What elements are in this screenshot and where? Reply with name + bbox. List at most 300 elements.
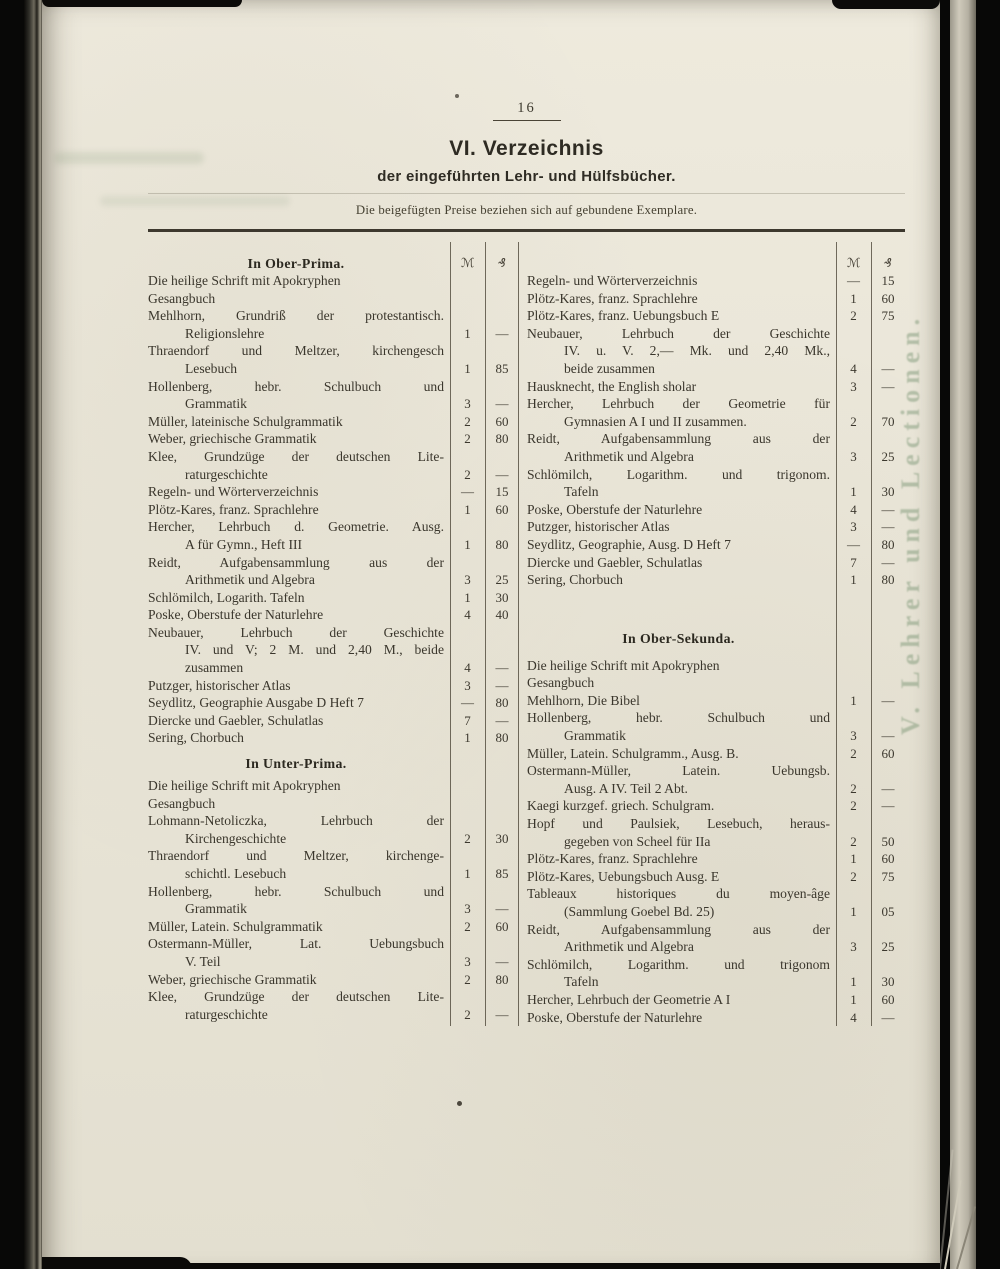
entry-text bbox=[148, 501, 450, 519]
catalog-entry bbox=[527, 745, 905, 763]
entry-text bbox=[527, 325, 836, 378]
section-heading: In Ober-Sekunda. bbox=[622, 630, 735, 646]
column-right-rows bbox=[527, 242, 905, 1026]
catalog-entry bbox=[527, 1009, 905, 1027]
entry-line: Tafeln bbox=[564, 974, 599, 990]
price-mark: 4 bbox=[850, 1009, 857, 1025]
price-mark: 3 bbox=[464, 677, 471, 693]
mark-symbol: ℳ bbox=[846, 255, 861, 270]
entry-text bbox=[527, 378, 836, 396]
entry-line: Grammatik bbox=[185, 396, 247, 412]
price-mark: 2 bbox=[850, 798, 857, 814]
price-pfennig: 25 bbox=[881, 939, 895, 955]
entry-text bbox=[148, 413, 450, 431]
price-pfennig: 85 bbox=[495, 866, 509, 881]
price-mark: 1 bbox=[850, 851, 857, 867]
catalog-entry bbox=[148, 988, 519, 1023]
mark-symbol: ℳ bbox=[460, 255, 475, 270]
catalog-entry bbox=[527, 536, 905, 554]
entry-text bbox=[527, 868, 836, 886]
catalog-entry bbox=[527, 307, 905, 325]
entry-line: Religionslehre bbox=[185, 325, 265, 341]
scan-shadow bbox=[42, 0, 242, 7]
entry-line: Klee, Grundzüge der deutschen Lite- bbox=[148, 989, 444, 1005]
subtitle: der eingeführten Lehr- und Hülfsbücher. bbox=[377, 168, 676, 185]
entry-line: Gymnasien A I und II zusammen. bbox=[564, 413, 747, 429]
entry-line: zusammen bbox=[185, 660, 244, 676]
price-mark: — bbox=[461, 695, 474, 711]
scan-shadow bbox=[832, 0, 940, 9]
price-mark: 3 bbox=[464, 572, 471, 588]
catalog-entry bbox=[527, 815, 905, 850]
entry-text bbox=[527, 430, 836, 465]
entry-text bbox=[527, 571, 836, 589]
price-mark: 3 bbox=[850, 728, 857, 744]
price-pfennig: 60 bbox=[495, 501, 509, 517]
column-left-rows bbox=[148, 242, 519, 1023]
catalog-entry bbox=[148, 290, 519, 308]
section-title: In Ober-Prima. bbox=[247, 256, 345, 271]
entry-text bbox=[148, 518, 450, 553]
entry-line: Mehlhorn, Grundriß der protestantisch. bbox=[148, 308, 444, 324]
price-pfennig: — bbox=[881, 1009, 895, 1025]
entry-line: Tableaux historiques du moyen-âge bbox=[527, 886, 830, 902]
entry-text bbox=[527, 1009, 836, 1027]
entry-line: Diercke und Gaebler, Schulatlas bbox=[148, 712, 324, 728]
entry-text bbox=[148, 606, 450, 624]
column-left bbox=[148, 242, 519, 1026]
catalog-entry bbox=[148, 518, 519, 553]
entry-line: Arithmetik und Algebra bbox=[564, 939, 694, 955]
entry-line: Kaegi kurzgef. griech. Schulgram. bbox=[527, 798, 715, 814]
catalog-entry bbox=[148, 971, 519, 989]
price-mark: 4 bbox=[464, 660, 471, 676]
price-mark: 3 bbox=[850, 519, 857, 535]
entry-line: A für Gymn., Heft III bbox=[185, 536, 303, 552]
entry-text bbox=[148, 712, 450, 730]
entry-text bbox=[148, 883, 450, 918]
price-note: Die beigefügten Preise beziehen sich auf gebundene Exemplare. bbox=[355, 203, 698, 217]
vertical-rule bbox=[518, 242, 519, 1026]
entry-text bbox=[527, 501, 836, 519]
entry-text bbox=[148, 448, 450, 483]
price-pfennig: 40 bbox=[495, 607, 509, 623]
price-pfennig: 50 bbox=[881, 833, 895, 849]
price-mark: 1 bbox=[464, 730, 471, 746]
table-header-row bbox=[148, 242, 519, 272]
entry-line: V. Teil bbox=[185, 953, 221, 969]
catalog-entry bbox=[527, 674, 905, 692]
catalog-entry bbox=[527, 709, 905, 744]
page-number: 16 bbox=[517, 100, 536, 116]
price-mark: 2 bbox=[850, 413, 857, 429]
price-mark: 2 bbox=[850, 780, 857, 796]
catalog-entry bbox=[148, 729, 519, 747]
price-mark: 2 bbox=[464, 830, 471, 846]
price-mark: 2 bbox=[464, 918, 471, 934]
entry-line: Müller, lateinische Schulgrammatik bbox=[148, 413, 343, 429]
price-pfennig: 80 bbox=[495, 730, 509, 746]
table-header-row bbox=[527, 242, 905, 272]
catalog-entry bbox=[527, 272, 905, 290]
entry-text bbox=[148, 378, 450, 413]
entry-text bbox=[148, 971, 450, 989]
entry-text bbox=[148, 554, 450, 589]
entry-line: schichtl. Lesebuch bbox=[185, 866, 287, 881]
price-pfennig: — bbox=[495, 677, 509, 693]
entry-text bbox=[148, 918, 450, 936]
price-pfennig: 25 bbox=[495, 572, 509, 588]
entry-line: Klee, Grundzüge der deutschen Lite- bbox=[148, 448, 444, 464]
entry-line: raturgeschichte bbox=[185, 1006, 268, 1022]
entry-text bbox=[527, 850, 836, 868]
main-title: VI. Verzeichnis bbox=[449, 137, 604, 160]
entry-line: Schlömilch, Logarithm. und trigonom. bbox=[527, 466, 830, 482]
catalog-entry bbox=[148, 677, 519, 695]
entry-line: Gesangbuch bbox=[148, 290, 216, 306]
catalog-entry bbox=[148, 918, 519, 936]
entry-text bbox=[148, 795, 450, 813]
vertical-rule bbox=[836, 242, 837, 1026]
price-mark: 1 bbox=[464, 501, 471, 517]
catalog-entry bbox=[527, 466, 905, 501]
entry-line: Müller, Latein. Schulgrammatik bbox=[148, 918, 323, 934]
entry-line: Gesangbuch bbox=[148, 795, 216, 811]
price-mark: 4 bbox=[850, 501, 857, 517]
vertical-rule bbox=[485, 242, 486, 1026]
entry-text bbox=[148, 624, 450, 677]
entry-line: Plötz-Kares, Uebungsbuch Ausg. E bbox=[527, 868, 720, 884]
entry-line: Seydlitz, Geographie, Ausg. D Heft 7 bbox=[527, 536, 731, 552]
catalog-entry bbox=[148, 448, 519, 483]
entry-line: Plötz-Kares, franz. Sprachlehre bbox=[527, 290, 698, 306]
entry-text bbox=[527, 395, 836, 430]
entry-text bbox=[527, 290, 836, 308]
catalog-entry bbox=[527, 554, 905, 572]
entry-text bbox=[527, 674, 836, 692]
section-heading: In Unter-Prima. bbox=[245, 756, 347, 772]
price-mark: 2 bbox=[464, 971, 471, 987]
entry-text bbox=[527, 797, 836, 815]
price-mark: 3 bbox=[850, 939, 857, 955]
entry-text bbox=[148, 483, 450, 501]
price-mark: 1 bbox=[850, 484, 857, 500]
price-pfennig: — bbox=[495, 953, 509, 969]
entry-line: Diercke und Gaebler, Schulatlas bbox=[527, 554, 703, 570]
catalog-entry bbox=[148, 795, 519, 813]
entry-line: Hollenberg, hebr. Schulbuch und bbox=[148, 378, 444, 394]
price-mark: 2 bbox=[464, 466, 471, 482]
price-mark: 3 bbox=[464, 901, 471, 917]
catalog-entry bbox=[148, 712, 519, 730]
next-page-edge bbox=[950, 0, 976, 1269]
catalog-entry bbox=[527, 378, 905, 396]
entry-text bbox=[148, 847, 450, 882]
price-pfennig: 60 bbox=[881, 851, 895, 867]
entry-text bbox=[527, 885, 836, 920]
price-pfennig: — bbox=[495, 466, 509, 482]
price-mark: 3 bbox=[850, 378, 857, 394]
price-pfennig: 60 bbox=[881, 991, 895, 1007]
price-mark: — bbox=[847, 536, 860, 552]
entry-line: Sering, Chorbuch bbox=[148, 730, 244, 746]
catalog-entry bbox=[527, 657, 905, 675]
catalog-entry bbox=[148, 378, 519, 413]
entry-line: Schlömilch, Logarithm. und trigonom bbox=[527, 956, 830, 972]
price-mark: — bbox=[847, 273, 860, 288]
catalog-entry bbox=[148, 606, 519, 624]
entry-line: Die heilige Schrift mit Apokryphen bbox=[148, 778, 341, 794]
entry-line: Regeln- und Wörterverzeichnis bbox=[527, 273, 698, 288]
entry-line: Reidt, Aufgabensammlung aus der bbox=[527, 431, 830, 447]
pfennig-symbol: ₰ bbox=[498, 255, 506, 270]
entry-line: Müller, Latein. Schulgramm., Ausg. B. bbox=[527, 745, 739, 761]
vertical-rule bbox=[450, 242, 451, 1026]
price-mark: 2 bbox=[850, 868, 857, 884]
entry-line: Lesebuch bbox=[185, 360, 238, 376]
entry-text bbox=[527, 745, 836, 763]
catalog-entry bbox=[527, 571, 905, 589]
catalog-entry bbox=[148, 847, 519, 882]
catalog-entry bbox=[527, 501, 905, 519]
price-pfennig: 75 bbox=[881, 868, 895, 884]
page-stack-edge bbox=[24, 0, 42, 1269]
price-pfennig: 80 bbox=[495, 695, 509, 711]
entry-text bbox=[527, 921, 836, 956]
entry-line: Die heilige Schrift mit Apokryphen bbox=[527, 657, 720, 673]
price-pfennig: — bbox=[881, 780, 895, 796]
entry-line: Hercher, Lehrbuch der Geometrie für bbox=[527, 396, 830, 412]
page-content bbox=[42, 0, 940, 1269]
price-pfennig: 25 bbox=[881, 448, 895, 464]
catalog-entry bbox=[148, 483, 519, 501]
price-pfennig: 60 bbox=[881, 745, 895, 761]
price-pfennig: 60 bbox=[881, 290, 895, 306]
entry-line: Regeln- und Wörterverzeichnis bbox=[148, 484, 319, 500]
entry-line: Poske, Oberstufe der Naturlehre bbox=[527, 501, 703, 517]
entry-line: Ostermann-Müller, Latein. Uebungsb. bbox=[527, 763, 830, 779]
catalog-entry bbox=[148, 812, 519, 847]
price-mark: 2 bbox=[464, 413, 471, 429]
entry-line: Hopf und Paulsiek, Lesebuch, heraus- bbox=[527, 816, 830, 832]
entry-line: Mehlhorn, Die Bibel bbox=[527, 692, 640, 708]
divider-rule bbox=[148, 229, 905, 232]
entry-text bbox=[148, 589, 450, 607]
entry-line: Thraendorf und Meltzer, kirchenge- bbox=[148, 848, 444, 864]
price-pfennig: — bbox=[881, 798, 895, 814]
entry-line: Plötz-Kares, franz. Sprachlehre bbox=[148, 501, 319, 517]
price-mark: 1 bbox=[850, 991, 857, 1007]
price-mark: 1 bbox=[850, 290, 857, 306]
entry-line: Seydlitz, Geographie Ausgabe D Heft 7 bbox=[148, 695, 364, 711]
price-pfennig: 15 bbox=[881, 273, 895, 288]
price-pfennig: — bbox=[881, 692, 895, 708]
entry-text bbox=[527, 272, 836, 290]
entry-text bbox=[527, 518, 836, 536]
price-pfennig: 70 bbox=[881, 413, 895, 429]
entry-line: Putzger, historischer Atlas bbox=[527, 519, 670, 535]
catalog-entry bbox=[527, 921, 905, 956]
price-pfennig: — bbox=[495, 901, 509, 917]
entry-line: IV. u. V. 2,— Mk. und 2,40 Mk., bbox=[564, 343, 830, 359]
entry-line: Grammatik bbox=[185, 901, 247, 917]
entry-line: Lohmann-Netoliczka, Lehrbuch der bbox=[148, 813, 444, 829]
price-pfennig: 60 bbox=[495, 918, 509, 934]
entry-text bbox=[148, 935, 450, 970]
catalog-columns bbox=[148, 242, 905, 1026]
entry-line: Ostermann-Müller, Lat. Uebungsbuch bbox=[148, 936, 444, 952]
price-pfennig: — bbox=[881, 501, 895, 517]
entry-line: Poske, Oberstufe der Naturlehre bbox=[148, 607, 324, 623]
price-mark: 3 bbox=[850, 448, 857, 464]
entry-text bbox=[527, 466, 836, 501]
price-mark: 1 bbox=[464, 360, 471, 376]
entry-line: Reidt, Aufgabensammlung aus der bbox=[148, 554, 444, 570]
price-mark: 4 bbox=[464, 607, 471, 623]
catalog-entry bbox=[148, 307, 519, 342]
entry-line: Thraendorf und Meltzer, kirchengesch bbox=[148, 343, 444, 359]
entry-text bbox=[148, 342, 450, 377]
price-mark: 4 bbox=[850, 360, 857, 376]
entry-text bbox=[148, 988, 450, 1023]
entry-text bbox=[527, 815, 836, 850]
entry-line: Putzger, historischer Atlas bbox=[148, 677, 291, 693]
price-pfennig: — bbox=[495, 712, 509, 728]
catalog-entry bbox=[527, 692, 905, 710]
entry-text bbox=[527, 991, 836, 1009]
catalog-entry bbox=[148, 554, 519, 589]
price-pfennig: 30 bbox=[881, 484, 895, 500]
catalog-entry bbox=[527, 395, 905, 430]
entry-line: Hollenberg, hebr. Schulbuch und bbox=[527, 710, 830, 726]
price-mark: 7 bbox=[850, 554, 857, 570]
price-pfennig: — bbox=[881, 554, 895, 570]
entry-line: Schlömilch, Logarith. Tafeln bbox=[148, 589, 305, 605]
price-pfennig: 15 bbox=[495, 484, 509, 500]
price-mark: 3 bbox=[464, 953, 471, 969]
entry-text bbox=[527, 692, 836, 710]
catalog-entry bbox=[148, 624, 519, 677]
column-right bbox=[527, 242, 905, 1026]
entry-line: Plötz-Kares, franz. Sprachlehre bbox=[527, 851, 698, 867]
entry-line: (Sammlung Goebel Bd. 25) bbox=[564, 904, 715, 919]
entry-line: Neubauer, Lehrbuch der Geschichte bbox=[148, 624, 444, 640]
price-pfennig: 80 bbox=[495, 971, 509, 987]
entry-text bbox=[148, 290, 450, 308]
price-pfennig: — bbox=[495, 660, 509, 676]
price-mark: — bbox=[461, 484, 474, 500]
scan-shadow bbox=[42, 1257, 192, 1269]
catalog-entry bbox=[527, 430, 905, 465]
catalog-entry bbox=[527, 325, 905, 378]
entry-line: Hercher, Lehrbuch der Geometrie A I bbox=[527, 991, 731, 1007]
entry-text bbox=[148, 812, 450, 847]
catalog-entry bbox=[148, 935, 519, 970]
price-mark: 1 bbox=[850, 904, 857, 919]
pfennig-symbol: ₰ bbox=[884, 255, 892, 270]
entry-line: Arithmetik und Algebra bbox=[564, 448, 694, 464]
entry-line: Arithmetik und Algebra bbox=[185, 572, 315, 588]
price-mark: 1 bbox=[850, 572, 857, 588]
price-pfennig: 80 bbox=[495, 431, 509, 447]
entry-line: Weber, griechische Grammatik bbox=[148, 431, 317, 447]
price-pfennig: — bbox=[881, 378, 895, 394]
catalog-entry bbox=[527, 850, 905, 868]
price-mark: 1 bbox=[850, 692, 857, 708]
catalog-entry bbox=[148, 589, 519, 607]
catalog-entry bbox=[527, 868, 905, 886]
entry-line: Reidt, Aufgabensammlung aus der bbox=[527, 921, 830, 937]
price-mark: 2 bbox=[850, 745, 857, 761]
catalog-entry bbox=[148, 413, 519, 431]
price-pfennig: 60 bbox=[495, 413, 509, 429]
price-mark: 2 bbox=[464, 431, 471, 447]
entry-text bbox=[148, 430, 450, 448]
price-mark: 1 bbox=[464, 325, 471, 341]
entry-text bbox=[527, 554, 836, 572]
price-pfennig: 80 bbox=[495, 536, 509, 552]
price-pfennig: — bbox=[495, 325, 509, 341]
catalog-entry bbox=[148, 501, 519, 519]
price-pfennig: 80 bbox=[881, 572, 895, 588]
catalog-entry bbox=[527, 518, 905, 536]
price-mark: 2 bbox=[850, 308, 857, 324]
entry-line: Weber, griechische Grammatik bbox=[148, 971, 317, 987]
entry-text bbox=[527, 657, 836, 675]
price-pfennig: 80 bbox=[881, 536, 895, 552]
vertical-rule bbox=[871, 242, 872, 1026]
entry-line: Hercher, Lehrbuch d. Geometrie. Ausg. bbox=[148, 519, 444, 535]
entry-line: Sering, Chorbuch bbox=[527, 572, 623, 588]
entry-text bbox=[527, 956, 836, 991]
price-mark: 1 bbox=[464, 589, 471, 605]
entry-text bbox=[527, 762, 836, 797]
price-pfennig: 30 bbox=[495, 830, 509, 846]
catalog-entry bbox=[148, 430, 519, 448]
price-pfennig: — bbox=[881, 360, 895, 376]
entry-line: Ausg. A IV. Teil 2 Abt. bbox=[564, 780, 688, 796]
catalog-entry bbox=[527, 956, 905, 991]
entry-line: raturgeschichte bbox=[185, 466, 268, 482]
entry-line: IV. und V; 2 M. und 2,40 M., beide bbox=[185, 642, 444, 658]
catalog-entry bbox=[527, 762, 905, 797]
section-heading-row bbox=[148, 756, 519, 772]
entry-line: Plötz-Kares, franz. Uebungsbuch E bbox=[527, 308, 720, 324]
catalog-entry bbox=[527, 991, 905, 1009]
bleedthrough-text: V. Lehrer und Lectionen. bbox=[896, 312, 925, 735]
entry-line: Grammatik bbox=[564, 728, 626, 744]
catalog-entry bbox=[527, 797, 905, 815]
entry-text bbox=[148, 272, 450, 290]
catalog-entry bbox=[148, 272, 519, 290]
catalog-entry bbox=[148, 342, 519, 377]
entry-text bbox=[527, 307, 836, 325]
price-mark: 1 bbox=[850, 974, 857, 990]
price-pfennig: — bbox=[495, 396, 509, 412]
entry-line: beide zusammen bbox=[564, 360, 655, 376]
entry-text bbox=[527, 709, 836, 744]
catalog-entry bbox=[148, 694, 519, 712]
catalog-entry bbox=[148, 777, 519, 795]
entry-text bbox=[148, 307, 450, 342]
price-mark: 2 bbox=[464, 1006, 471, 1022]
price-pfennig: 75 bbox=[881, 308, 895, 324]
page-number-rule bbox=[493, 120, 561, 121]
entry-text bbox=[148, 677, 450, 695]
entry-line: Neubauer, Lehrbuch der Geschichte bbox=[527, 325, 830, 341]
catalog-entry bbox=[527, 885, 905, 920]
entry-text bbox=[148, 694, 450, 712]
